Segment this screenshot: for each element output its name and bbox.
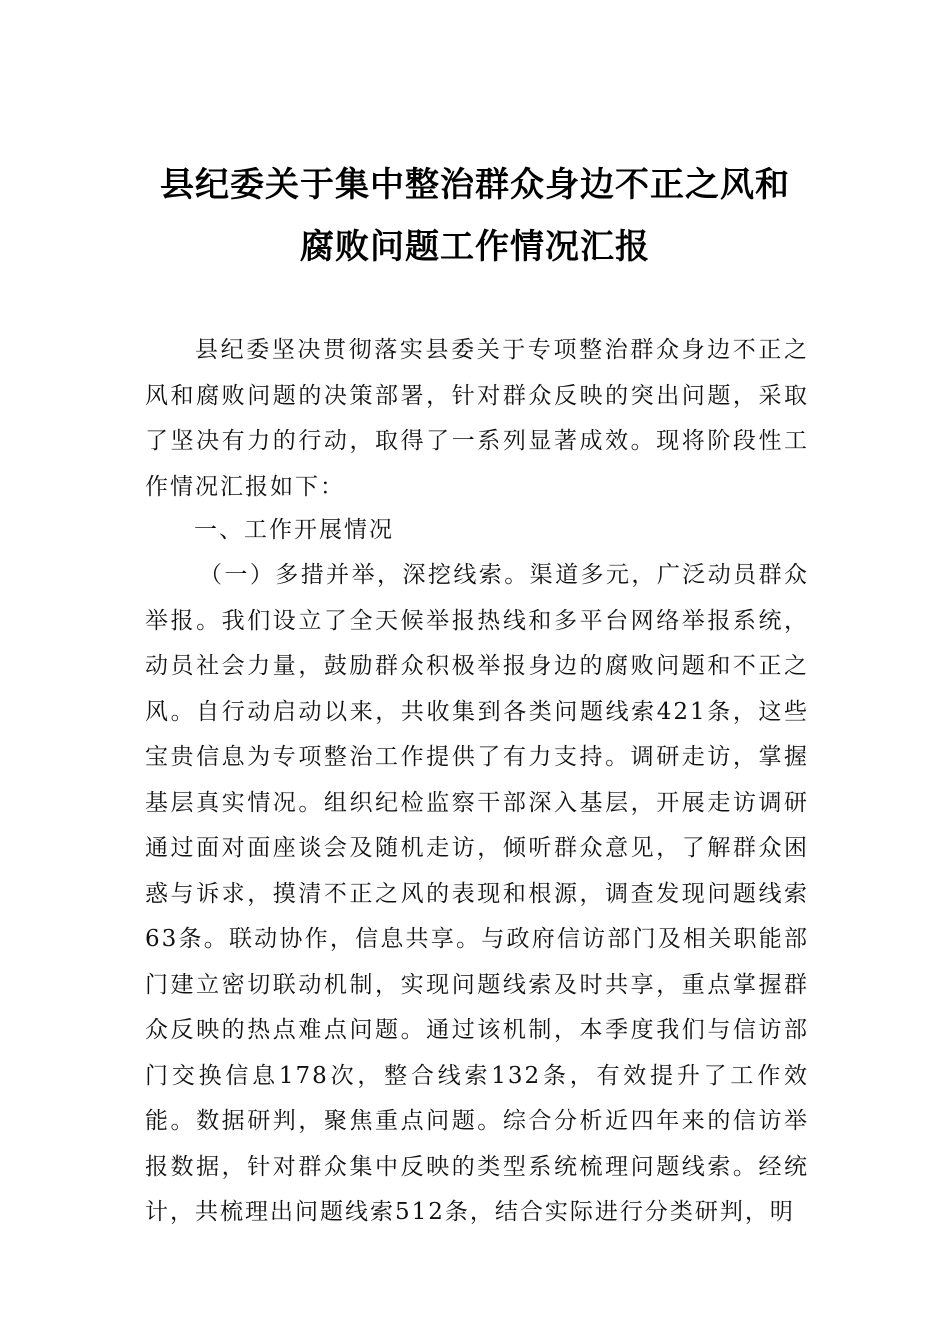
document-title-line-1: 县纪委关于集中整治群众身边不正之风和 (160, 165, 790, 205)
document-title-line-2: 腐败问题工作情况汇报 (300, 227, 650, 267)
section-heading: 一、工作开展情况 (194, 517, 394, 543)
section-paragraph: （一）多措并举，深挖线索。渠道多元，广泛动员群众举报。我们设立了全天候举报热线和多平台网络举报系统，动员社会力量，鼓励群众积极举报身边的腐败问题和不正之风。自行动启动以来，共收集到各类问题线索421条，这些宝贵信息为专项整治工作提供了有力支持。调研走访，掌握基层真实情况。组织纪检监察干部深入基层，开展走访调研通过面对面座谈会及随机走访，倾听群众意见，了解群众困惑与诉求，摸清不正之风的表现和根源，调查发现问题线索63条。联动协作，信息共享。与政府信访部门及相关职能部门建立密切联动机制，实现问题线索及时共享，重点掌握群众反映的热点难点问题。通过该机制，本季度我们与信访部门交换信息178次，整合线索132条，有效提升了工作效能。数据研判，聚焦重点问题。综合分析近四年来的信访举报数据，针对群众集中反映的类型系统梳理问题线索。经统计，共梳理出问题线索512条，结合实际进行分类研判，明 (145, 562, 809, 1225)
intro-paragraph: 县纪委坚决贯彻落实县委关于专项整治群众身边不正之风和腐败问题的决策部署，针对群众反映的突出问题，采取了坚决有力的行动，取得了一系列显著成效。现将阶段性工作情况汇报如下： (145, 337, 809, 500)
